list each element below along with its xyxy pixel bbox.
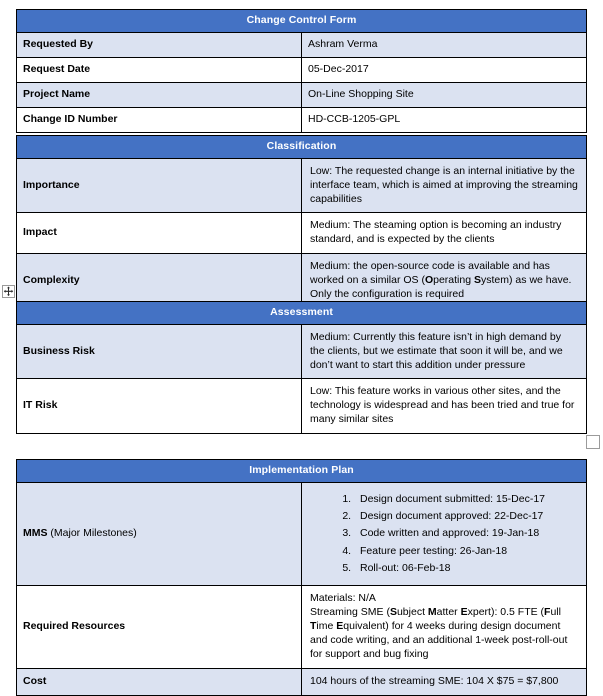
- implementation-plan-table: [16, 459, 587, 696]
- label-project-name: Project Name: [17, 82, 302, 107]
- assessment-table: [16, 301, 587, 434]
- value-importance: Low: The requested change is an internal initiative by the interface team, which is aimed at improving the streaming capabilities: [302, 158, 587, 213]
- list-item: 3. Code written and approved: 19-Jan-18: [354, 525, 578, 542]
- value-major-milestones: [302, 482, 587, 586]
- table-resize-handle[interactable]: [586, 435, 600, 449]
- complexity-bold-s: S: [474, 274, 482, 287]
- res-bold-t: T: [310, 620, 317, 633]
- table-row: [17, 107, 587, 132]
- value-project-name: On-Line Shopping Site: [302, 82, 587, 107]
- table-header-row: [17, 302, 587, 325]
- res-p2: ubject: [396, 606, 428, 619]
- value-cost: 104 hours of the streaming SME: 104 X $75 = $7,800: [302, 668, 587, 695]
- section-header-assessment: Assessment: [17, 302, 587, 325]
- res-bold-s: S: [389, 606, 397, 619]
- table-header-row: [17, 460, 587, 483]
- section-header-classification: Classification: [17, 136, 587, 159]
- list-item: 2. Design document approved: 22-Dec-17: [354, 508, 578, 525]
- classification-table: [16, 135, 587, 309]
- list-item: 5. Roll-out: 06-Feb-18: [354, 560, 578, 577]
- res-bold-m: M: [427, 606, 437, 619]
- res-bold-e2: E: [336, 620, 344, 633]
- table-row: [17, 82, 587, 107]
- label-required-resources: Required Resources: [17, 586, 302, 668]
- res-p6: ime: [316, 620, 337, 633]
- table-row: [17, 158, 587, 213]
- move-four-arrow-icon: [3, 286, 14, 297]
- table-row: [17, 213, 587, 254]
- table-row: [17, 668, 587, 695]
- table-row: [17, 32, 587, 57]
- label-business-risk: Business Risk: [17, 324, 302, 379]
- value-impact: Medium: The steaming option is becoming an industry standard, and is expected by the clients: [302, 213, 587, 254]
- label-importance: Importance: [17, 158, 302, 213]
- label-impact: Impact: [17, 213, 302, 254]
- table-move-handle[interactable]: [2, 285, 15, 298]
- label-request-date: Request Date: [17, 57, 302, 82]
- res-p3: atter: [436, 606, 461, 619]
- res-bold-f: F: [544, 606, 551, 619]
- label-change-id-number: Change ID Number: [17, 107, 302, 132]
- section-header-implementation-plan: Implementation Plan: [17, 460, 587, 483]
- table-header-row: [17, 136, 587, 159]
- resources-materials-line: Materials: N/A: [310, 592, 376, 605]
- complexity-text-pre: Medium: the open-source code is available and has worked on a similar OS (: [310, 260, 550, 287]
- table-row: [17, 324, 587, 379]
- table-row: [17, 482, 587, 586]
- label-major-milestones: [17, 482, 302, 586]
- list-item: 4. Feature peer testing: 26-Jan-18: [354, 543, 578, 560]
- label-requested-by: Requested By: [17, 32, 302, 57]
- res-bold-e: E: [460, 606, 468, 619]
- label-it-risk: IT Risk: [17, 379, 302, 434]
- complexity-text-mid: perating: [433, 274, 474, 287]
- value-it-risk: Low: This feature works in various other sites, and the technology is widespread and has been tried and true for many similar sites: [302, 379, 587, 434]
- res-p5: ull: [550, 606, 561, 619]
- resources-sme-line: [310, 606, 578, 661]
- table-header-row: [17, 10, 587, 33]
- table-row: [17, 379, 587, 434]
- res-p4: xpert): 0.5 FTE (: [467, 606, 545, 619]
- change-control-form-table: [16, 9, 587, 133]
- res-p1: Streaming SME (: [310, 606, 390, 619]
- value-required-resources: [302, 586, 587, 668]
- label-mms-abbrev: MMS: [23, 527, 48, 540]
- value-requested-by: Ashram Verma: [302, 32, 587, 57]
- complexity-text-post: ystem) as we have. Only the configuration is required: [310, 274, 572, 300]
- label-mms-expansion: (Major Milestones): [47, 527, 137, 540]
- list-item: 1. Design document submitted: 15-Dec-17: [354, 491, 578, 508]
- value-request-date: 05-Dec-2017: [302, 57, 587, 82]
- value-business-risk: Medium: Currently this feature isn’t in high demand by the clients, but we estimate that soon it will be, and we don’t want to start this addition under pressure: [302, 324, 587, 379]
- res-p7: quivalent) for 4 weeks during design document and code writing, and an additional 1-week post-roll-out for support and bug fixing: [310, 620, 568, 660]
- milestones-list: [310, 491, 578, 578]
- section-header-change-control-form: Change Control Form: [17, 10, 587, 33]
- value-change-id-number: HD-CCB-1205-GPL: [302, 107, 587, 132]
- table-row: [17, 57, 587, 82]
- table-row: [17, 586, 587, 668]
- complexity-bold-o: O: [424, 274, 434, 287]
- label-complexity: Complexity: [17, 254, 302, 309]
- label-cost: Cost: [17, 668, 302, 695]
